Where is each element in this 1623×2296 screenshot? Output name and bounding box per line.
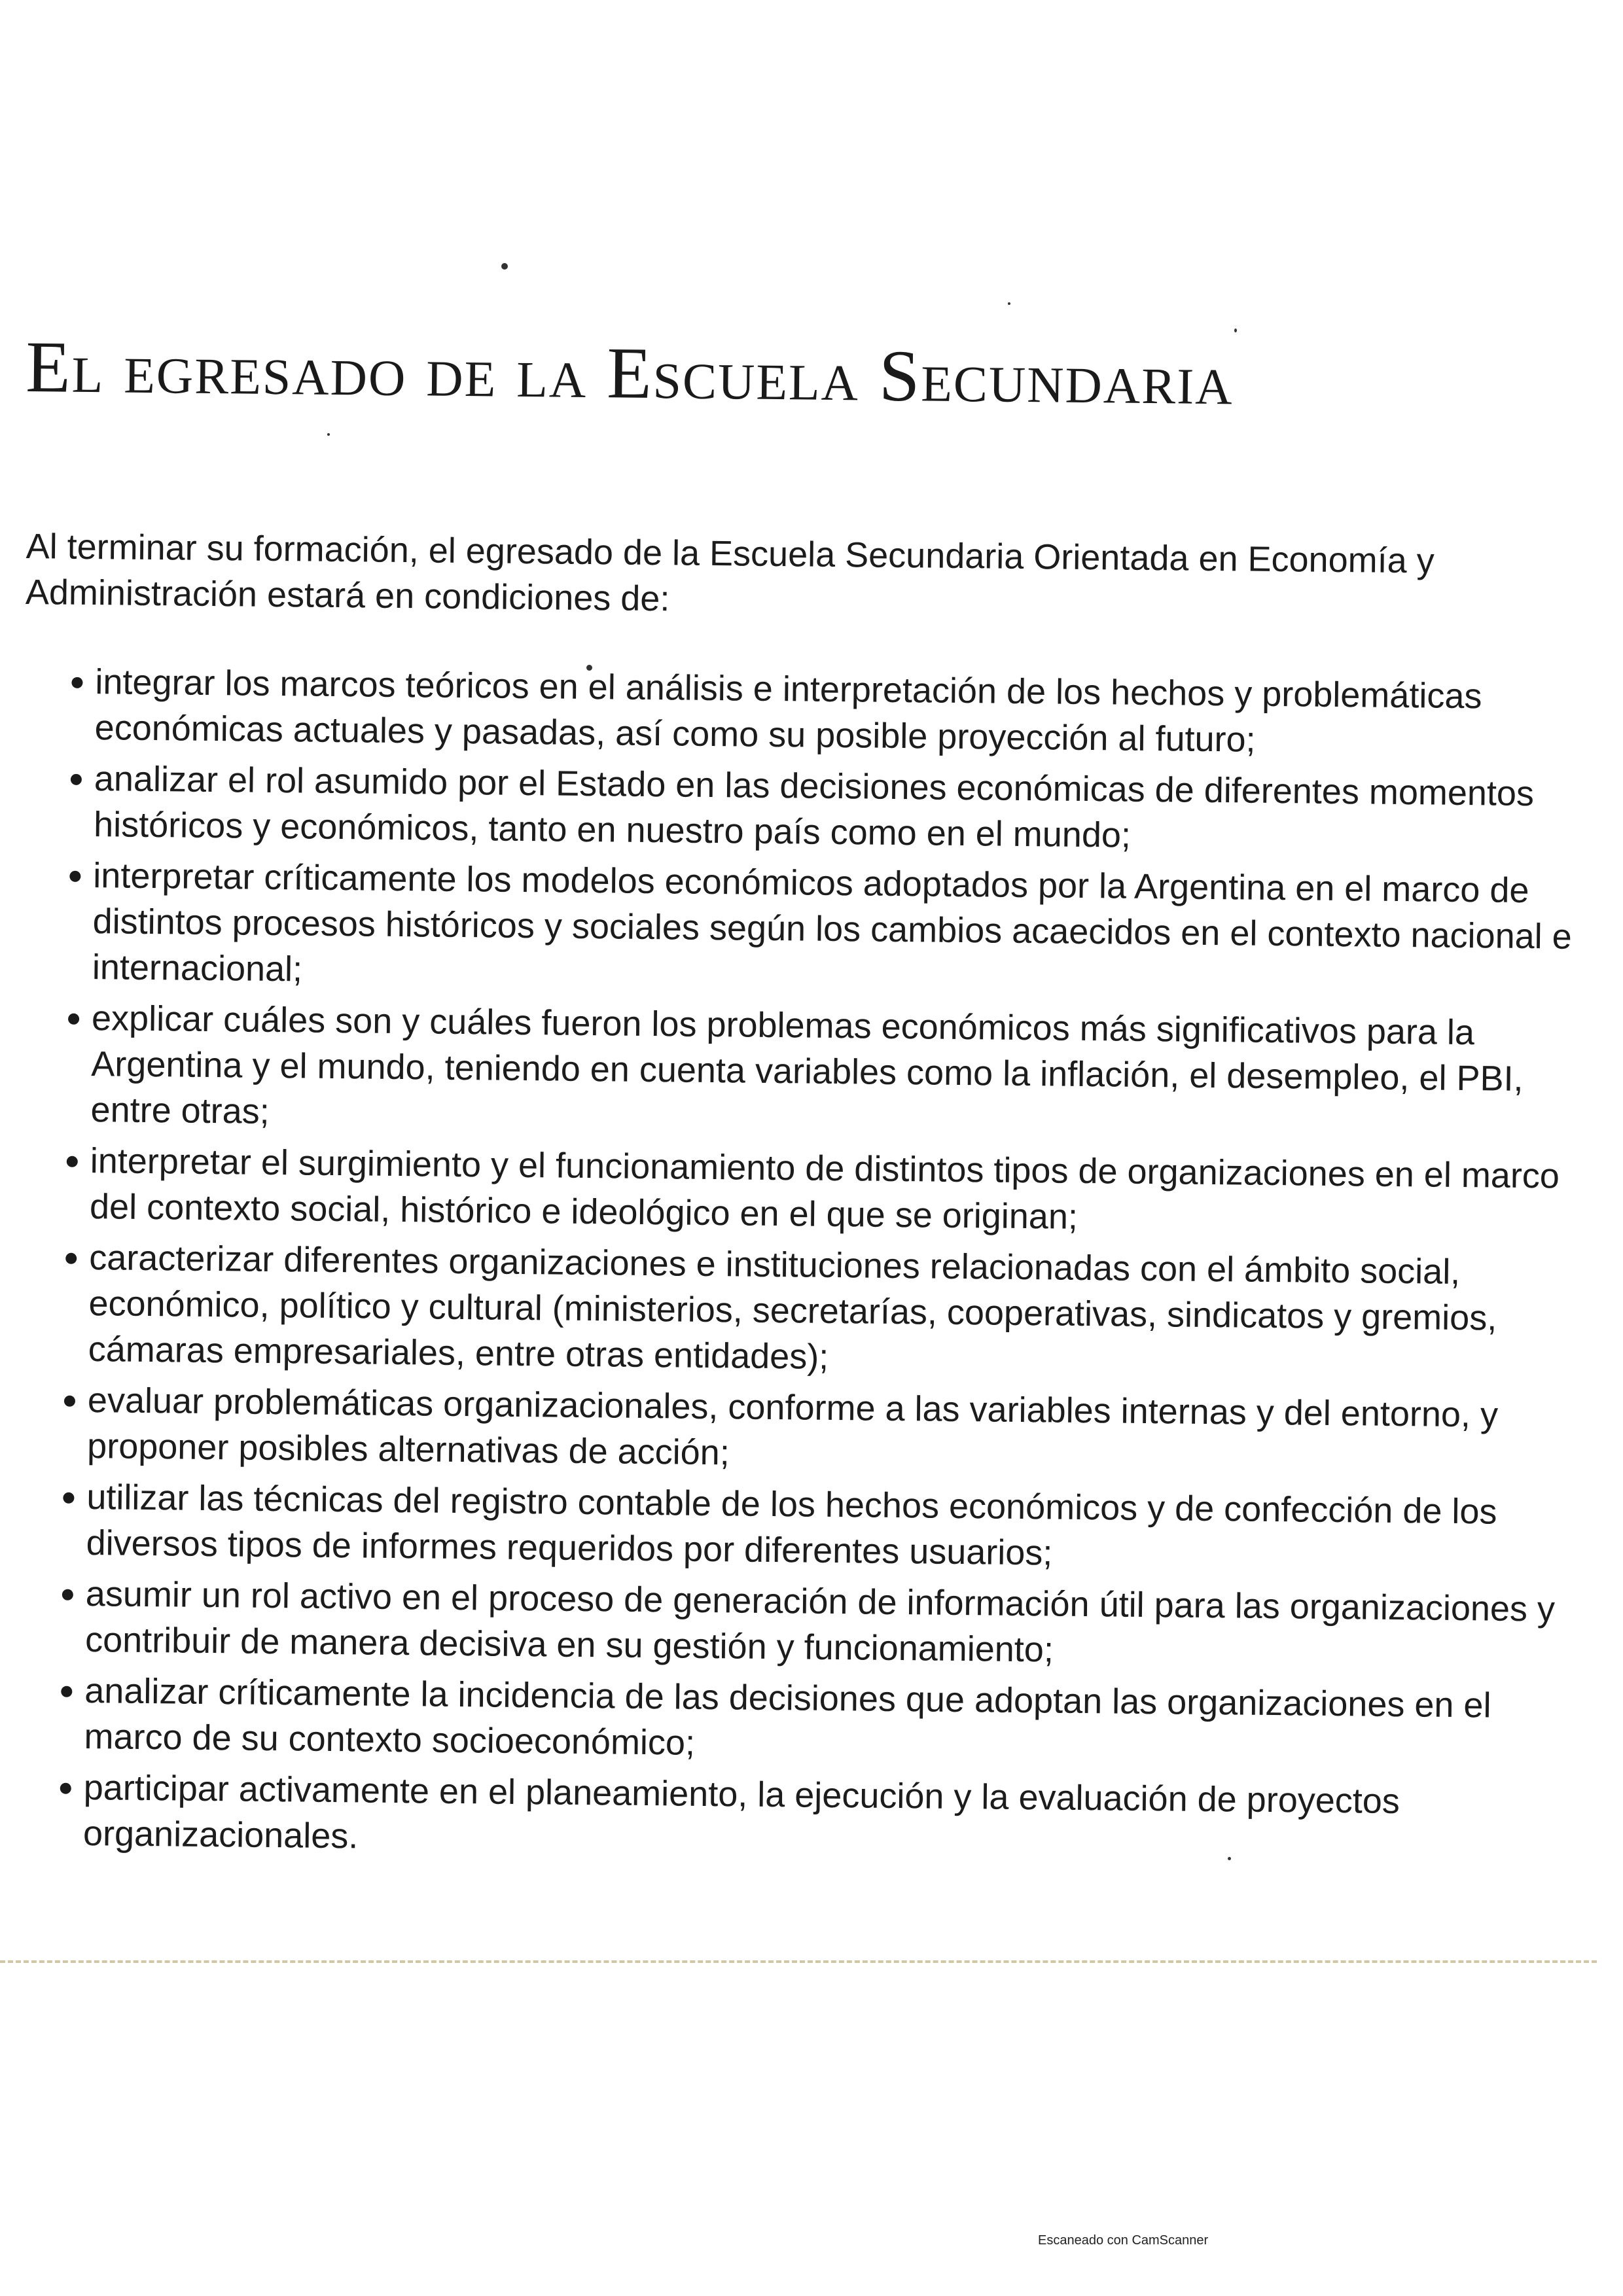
- list-item-text: interpretar el surgimiento y el funcionamiento de distintos tipos de organizaciones en el marco del contexto social, histórico e ideológico en el que se originan;: [89, 1141, 1560, 1237]
- bullet-dot-icon: [69, 871, 80, 882]
- list-item-text: utilizar las técnicas del registro contable de los hechos económicos y de confección de los diversos tipos de informes requeridos por diferentes usuarios;: [86, 1477, 1497, 1573]
- list-item-text: caracterizar diferentes organizaciones e instituciones relacionadas con el ámbito social, económico, político y cultural (ministerios, secretarías, cooperativas, sindicatos y gremios, cámaras empresariales, entre otras entidades);: [88, 1238, 1497, 1377]
- list-item: [19, 1137, 1589, 1245]
- bullet-dot-icon: [63, 1492, 74, 1504]
- list-item-text: evaluar problemáticas organizacionales, conforme a las variables internas y del entorno, y proponer posibles alternativas de acción;: [86, 1381, 1499, 1473]
- competencies-list: [12, 658, 1596, 1872]
- scan-speck: [1234, 328, 1237, 332]
- scan-speck: [1008, 302, 1010, 305]
- list-item: [22, 852, 1592, 1006]
- scan-speck: [327, 433, 330, 436]
- bullet-dot-icon: [64, 1396, 75, 1407]
- list-item: [12, 1764, 1582, 1872]
- scan-speck: [501, 263, 508, 270]
- list-item-text: interpretar críticamente los modelos económicos adoptados por la Argentina en el marco de distintos procesos históricos y sociales según los cambios acaecidos en el contexto nacional e internacional;: [92, 856, 1573, 989]
- list-item: [13, 1667, 1583, 1775]
- list-item-text: participar activamente en el planeamiento, la ejecución y la evaluación de proyectos organizacionales.: [82, 1768, 1400, 1856]
- list-item: [14, 1570, 1584, 1678]
- bullet-dot-icon: [61, 1686, 72, 1697]
- list-item: [17, 1234, 1588, 1388]
- bullet-dot-icon: [71, 774, 82, 785]
- list-item: [24, 658, 1594, 766]
- scanner-watermark: Escaneado con CamScanner: [1038, 2233, 1209, 2248]
- bullet-dot-icon: [65, 1253, 77, 1264]
- list-item-text: analizar el rol asumido por el Estado en las decisiones económicas de diferentes momentos históricos y económicos, tanto en nuestro país como en el mundo;: [93, 759, 1535, 855]
- bullet-dot-icon: [60, 1783, 71, 1794]
- document-body: [12, 523, 1597, 1877]
- bullet-dot-icon: [62, 1589, 73, 1600]
- list-item-text: explicar cuáles son y cuáles fueron los problemas económicos más significativos para la Argentina y el mundo, teniendo en cuenta variables como la inflación, el desempleo, el PBI, entre otras;: [90, 998, 1524, 1131]
- list-item: [16, 1377, 1586, 1485]
- list-item-text: asumir un rol activo en el proceso de generación de información útil para las organizaciones y contribuir de manera decisiva en su gestión y funcionamiento;: [84, 1574, 1556, 1670]
- list-item: [23, 755, 1593, 863]
- bullet-dot-icon: [68, 1014, 79, 1025]
- intro-paragraph: Al terminar su formación, el egresado de la Escuela Secundaria Orientada en Economía y Administración estará en condiciones de:: [25, 526, 1435, 619]
- list-item: [20, 995, 1590, 1148]
- list-item: [15, 1474, 1585, 1581]
- bullet-dot-icon: [67, 1156, 78, 1167]
- list-item-text: integrar los marcos teóricos en el análisis e interpretación de los hechos y problemáticas económicas actuales y pasadas, así como su posible proyección al futuro;: [94, 662, 1482, 760]
- scan-edge-rule: [0, 1960, 1597, 1963]
- list-item-text: analizar críticamente la incidencia de las decisiones que adoptan las organizaciones en el marco de su contexto socioeconómico;: [84, 1671, 1491, 1763]
- bullet-dot-icon: [71, 677, 82, 688]
- page-title: El egresado de la Escuela Secundaria: [25, 327, 1234, 421]
